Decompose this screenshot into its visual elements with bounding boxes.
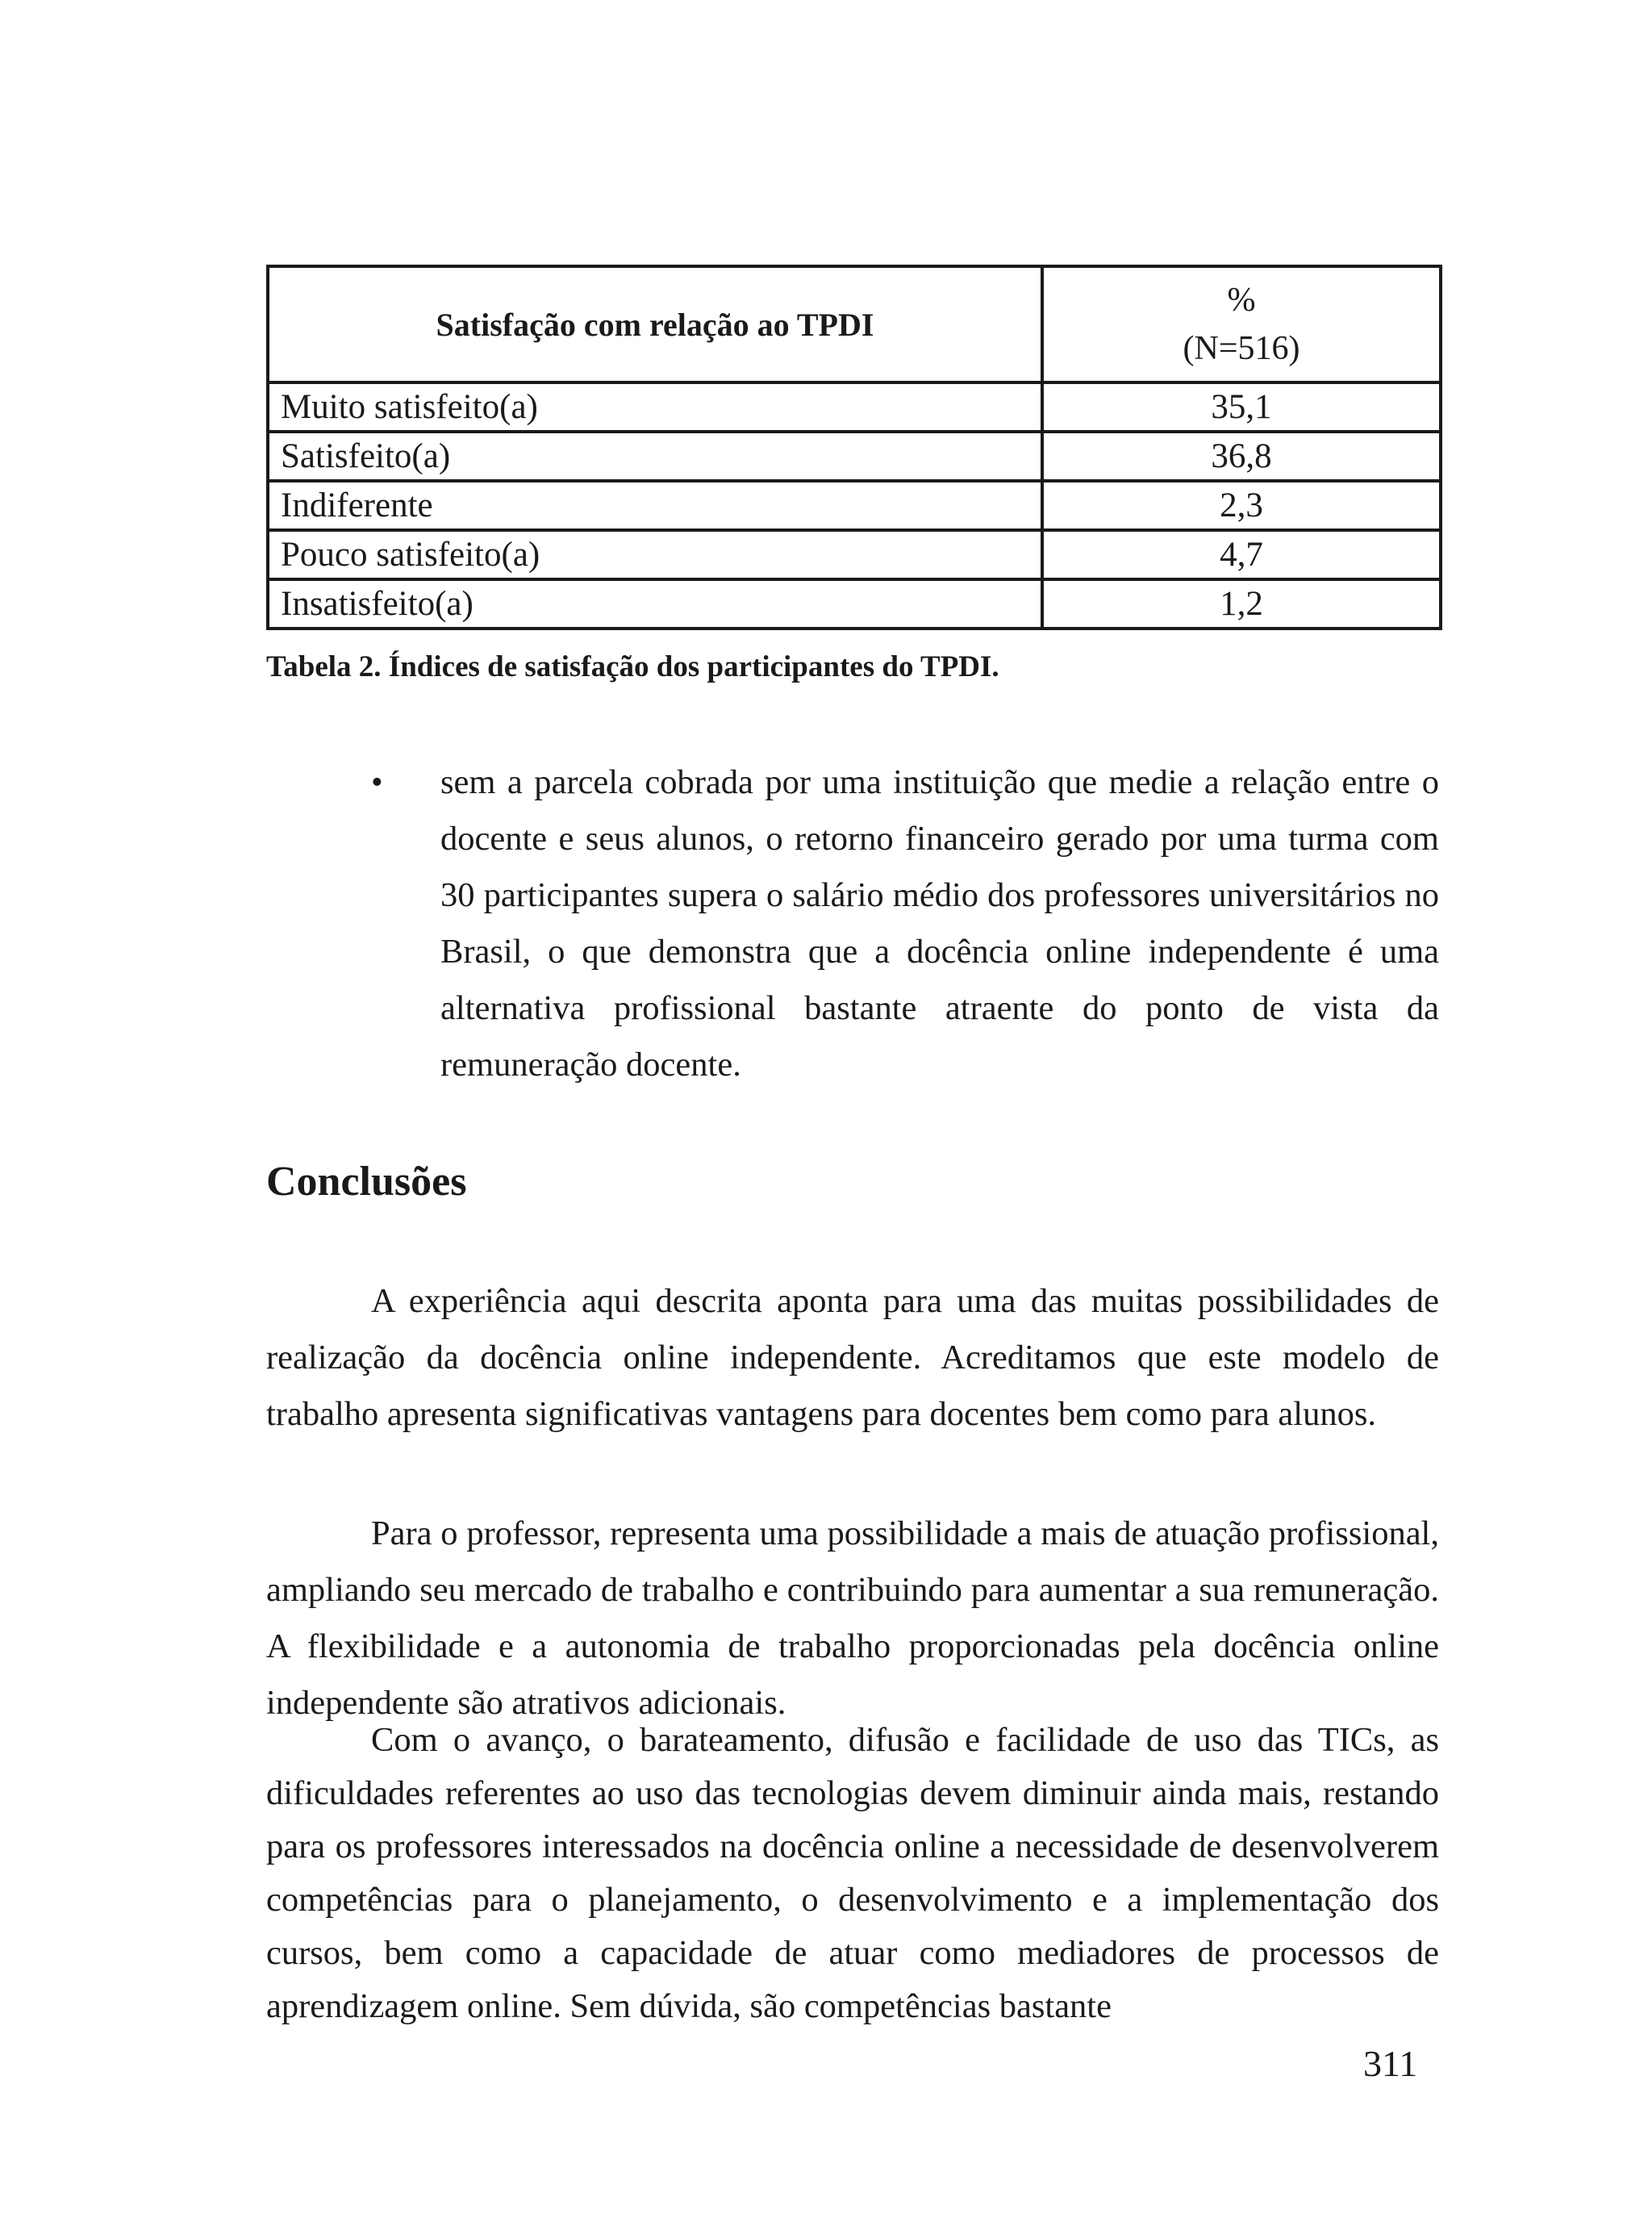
table-header-row bbox=[268, 266, 1441, 382]
page-number: 311 bbox=[1363, 2043, 1418, 2084]
table-row bbox=[268, 481, 1441, 530]
table-header-percent-symbol: % bbox=[1227, 282, 1256, 319]
bullet-text: sem a parcela cobrada por uma instituição que medie a relação entre o docente e seus alunos, o retorno financeiro gerado por uma turma com 30 participantes supera o salário médio dos professores universitários no Brasil, o que demonstra que a docência online independente é uma alternativa profissional bastante atraente do ponto de vista da remuneração docente. bbox=[440, 763, 1439, 1084]
body-paragraph: A experiência aqui descrita aponta para uma das muitas possibilidades de realização da docência online independente. Acreditamos que este modelo de trabalho apresenta significativas vantagens para docentes bem como para alunos. bbox=[266, 1282, 1439, 1433]
table-row bbox=[268, 579, 1441, 629]
table-header-sample-size: (N=516) bbox=[1183, 330, 1300, 367]
table-cell-value: 36,8 bbox=[1042, 432, 1441, 481]
table-header-percent bbox=[1042, 266, 1441, 382]
table-cell-category: Muito satisfeito(a) bbox=[268, 382, 1042, 432]
table-row bbox=[268, 432, 1441, 481]
table-cell-value: 1,2 bbox=[1042, 579, 1441, 629]
table-row bbox=[268, 530, 1441, 579]
table-cell-category: Satisfeito(a) bbox=[268, 432, 1042, 481]
satisfaction-table bbox=[266, 265, 1442, 630]
table-cell-category: Insatisfeito(a) bbox=[268, 579, 1042, 629]
table-row bbox=[268, 382, 1441, 432]
satisfaction-table-container bbox=[266, 265, 1439, 630]
table-cell-value: 35,1 bbox=[1042, 382, 1441, 432]
section-heading: Conclusões bbox=[266, 1159, 467, 1205]
table-cell-value: 2,3 bbox=[1042, 481, 1441, 530]
body-paragraph: Com o avanço, o barateamento, difusão e facilidade de uso das TICs, as dificuldades referentes ao uso das tecnologias devem diminuir ainda mais, restando para os professores interessados na docência online a necessidade de desenvolverem competências para o planejamento, o desenvolvimento e a implementação dos cursos, bem como a capacidade de atuar como mediadores de processos de aprendizagem online. Sem dúvida, são competências bastante bbox=[266, 1721, 1439, 2025]
bullet-marker: • bbox=[371, 764, 383, 801]
table-header-category: Satisfação com relação ao TPDI bbox=[268, 266, 1042, 382]
body-paragraph: Para o professor, representa uma possibilidade a mais de atuação profissional, ampliando seu mercado de trabalho e contribuindo para aumentar a sua remuneração. A flexibilidade e a autonomia de trabalho proporcionadas pela docência online independente são atrativos adicionais. bbox=[266, 1514, 1439, 1722]
table-cell-category: Pouco satisfeito(a) bbox=[268, 530, 1042, 579]
table-cell-category: Indiferente bbox=[268, 481, 1042, 530]
table-caption: Tabela 2. Índices de satisfação dos participantes do TPDI. bbox=[266, 650, 999, 683]
table-cell-value: 4,7 bbox=[1042, 530, 1441, 579]
